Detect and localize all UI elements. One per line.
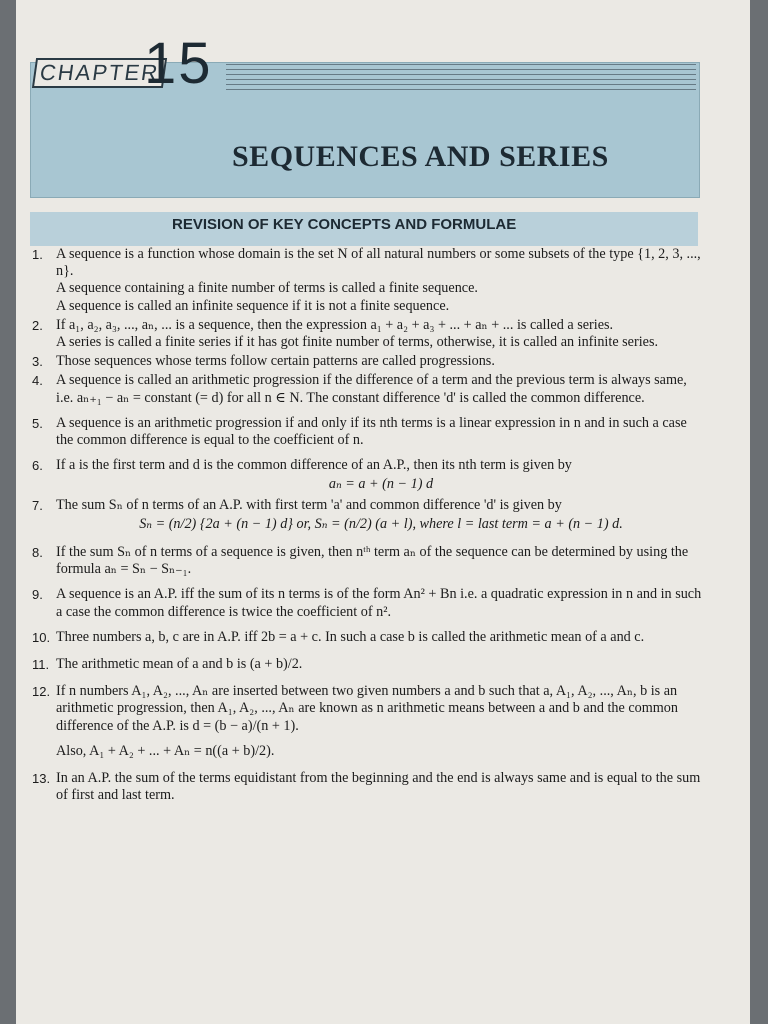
item-number: 11. [32,657,50,673]
item-text: If the sum Sₙ of n terms of a sequence is given, then nᵗʰ term aₙ of the sequence can be determined by using the formula aₙ = Sₙ − Sₙ₋₁. [56,544,689,578]
item-number: 9. [32,587,43,603]
chapter-title: SEQUENCES AND SERIES [232,140,609,173]
item-number: 5. [32,415,43,431]
item-text: A sequence is an arithmetic progression if and only if its nth terms is a linear expression in n and in such a case the common difference is equal to the coefficient of n. [56,414,687,449]
key-concepts-list [26,246,706,806]
item-text: Three numbers a, b, c are in A.P. iff 2b = a + c. In such a case b is called the arithmetic mean of a and c. [56,628,645,645]
item-formula: Sₙ = (n/2) {2a + (n − 1) d} or, Sₙ = (n/2) (a + l), where l = last term = a + (n − 1) d. [139,515,623,532]
item-extra: A sequence containing a finite number of terms is called a finite sequence. [56,280,478,297]
item-text: In an A.P. the sum of the terms equidistant from the beginning and the end is always same and is equal to the sum of first and last term. [56,770,701,804]
item-text: A sequence is an A.P. iff the sum of its n terms is of the form An² + Bn i.e. a quadratic expression in n and in such a case the common difference is twice the coefficient of n². [56,586,702,620]
list-item-10 [26,629,706,646]
item-number: 8. [32,545,43,561]
item-number: 6. [32,458,43,474]
list-item-12 [26,683,706,760]
list-item-1 [26,246,706,315]
item-text: A sequence is called an arithmetic progression if the difference of a term and the previous term is always same, i.e. aₙ₊₁ − aₙ = constant (= d) for all n ∈ N. The constant difference 'd' is called the common difference. [56,372,687,406]
item-number: 1. [32,247,43,262]
item-text: The arithmetic mean of a and b is (a + b)/2. [56,656,303,673]
item-number: 3. [32,354,43,370]
list-item-5 [26,415,706,449]
list-item-4 [26,372,706,406]
item-number: 4. [32,373,43,389]
list-item-9 [26,586,706,620]
textbook-page [16,0,750,1024]
item-number: 12. [32,684,51,700]
chapter-number: 15 [144,31,213,96]
item-text: A sequence is a function whose domain is the set N of all natural numbers or some subsets of the type {1, 2, 3, ..., n}. [56,246,701,280]
item-formula: aₙ = a + (n − 1) d [328,476,434,493]
item-text: If n numbers A₁, A₂, ..., Aₙ are inserted between two given numbers a and b such that a, A₁, A₂, ..., Aₙ, b is an arithmetic progression, then A₁, A₂, ..., Aₙ are known as n arithmetic means between a and b and the common difference of the A.P. is d = (b − a)/(n + 1). [56,683,678,734]
list-item-3 [26,353,706,370]
chapter-label: CHAPTER [32,58,167,88]
list-item-13 [26,770,706,804]
item-number: 7. [32,497,43,513]
item-extra: A series is called a finite series if it has got finite number of terms, otherwise, it is called an infinite series. [56,334,659,351]
item-text: Those sequences whose terms follow certain patterns are called progressions. [56,353,495,370]
list-item-8 [26,544,706,578]
list-item-11 [26,656,706,673]
item-text: If a₁, a₂, a₃, ..., aₙ, ... is a sequence, then the expression a₁ + a₂ + a₃ + ... + aₙ + ... is called a series. [56,316,614,333]
list-item-2 [26,317,706,351]
revision-title: REVISION OF KEY CONCEPTS AND FORMULAE [172,216,517,233]
item-text: The sum Sₙ of n terms of an A.P. with first term 'a' and common difference 'd' is given by [56,496,562,513]
item-extra: A sequence is called an infinite sequence if it is not a finite sequence. [56,297,450,314]
list-item-7 [26,497,706,533]
list-item-6 [26,457,706,493]
item-number: 13. [32,771,51,787]
item-number: 2. [32,317,43,333]
item-text: If a is the first term and d is the common difference of an A.P., then its nth term is given by [56,457,572,474]
decorative-rule-lines [226,64,696,92]
item-extra: Also, A₁ + A₂ + ... + Aₙ = n((a + b)/2). [56,742,275,759]
item-number: 10. [32,629,51,645]
